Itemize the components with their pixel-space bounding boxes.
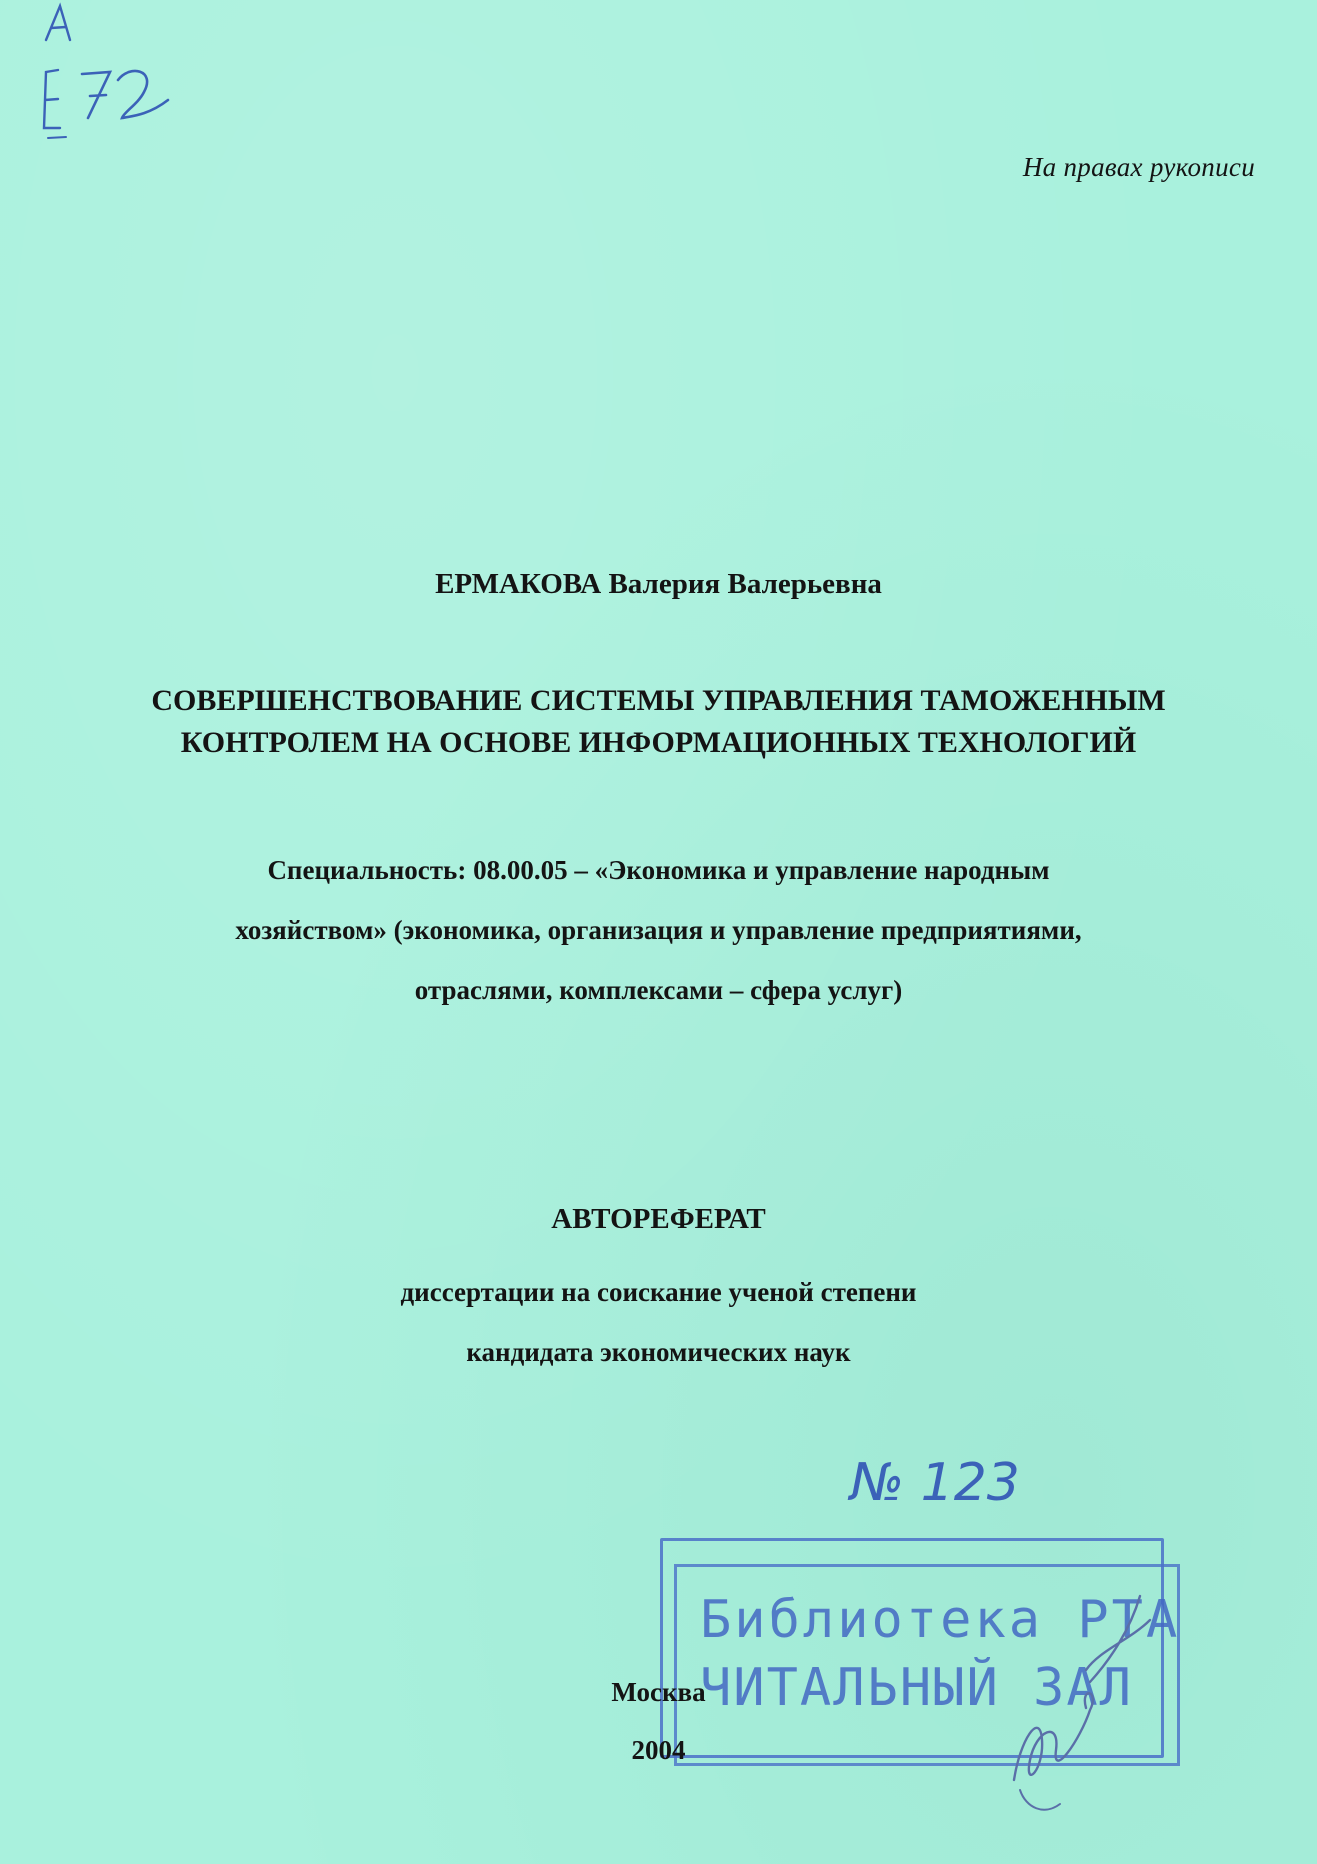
stamp-reading-room: ЧИТАЛЬНЫЙ ЗАЛ [700,1658,1133,1718]
specialty-line: Специальность: 08.00.05 – «Экономика и управление народным [267,855,1050,885]
title-line: КОНТРОЛЕМ НА ОСНОВЕ ИНФОРМАЦИОННЫХ ТЕХНОЛОГИЙ [180,726,1137,759]
dissertation-title [0,680,1317,764]
author-name: ЕРМАКОВА Валерия Валерьевна [435,568,882,600]
city: Москва [611,1677,706,1707]
document-type: АВТОРЕФЕРАТ [551,1203,766,1235]
title-line: СОВЕРШЕНСТВОВАНИЕ СИСТЕМЫ УПРАВЛЕНИЯ ТАМОЖЕННЫМ [151,684,1166,717]
degree-line: кандидата экономических наук [466,1337,851,1367]
handwritten-shelf-code [38,0,178,150]
year: 2004 [631,1735,686,1765]
handwritten-shelf-code-drawing [38,0,178,150]
specialty-block [0,840,1317,1020]
degree-block [0,1262,1317,1382]
registration-number: № 123 [850,1453,1020,1513]
degree-line: диссертации на соискание ученой степени [400,1277,917,1307]
handwritten-signature [990,1590,1190,1830]
specialty-line: хозяйством» (экономика, организация и управление предприятиями, [235,915,1082,945]
specialty-line: отраслями, комплексами – сфера услуг) [414,975,903,1005]
margin-note: На правах рукописи [1022,152,1255,182]
stamp-library-name: Библиотека РТА [700,1590,1181,1650]
